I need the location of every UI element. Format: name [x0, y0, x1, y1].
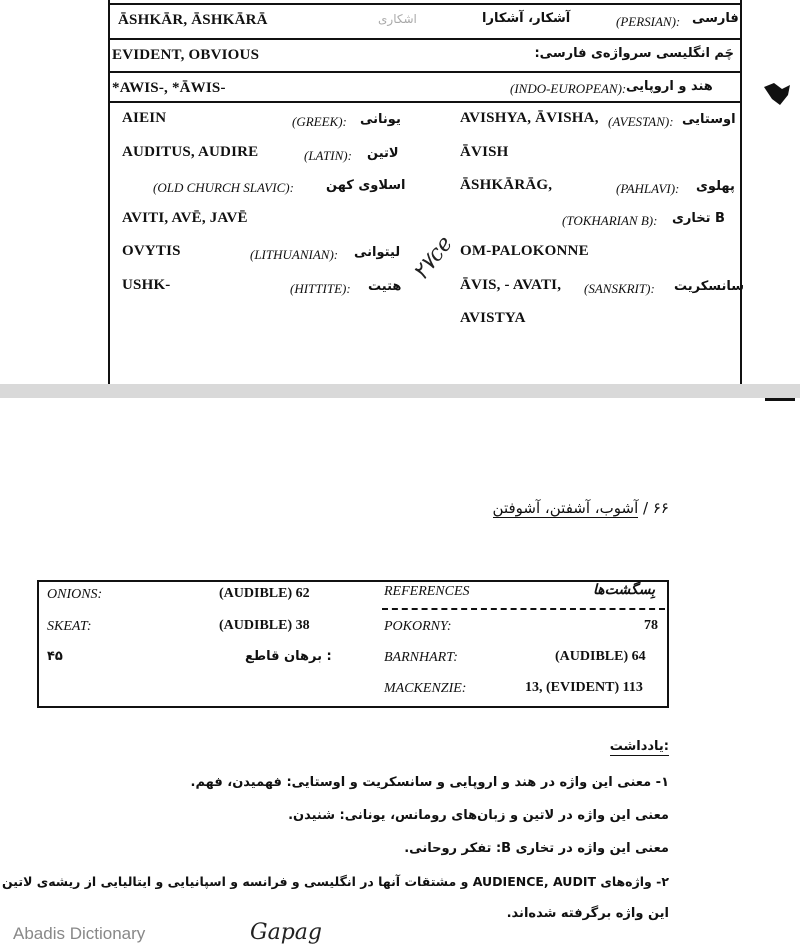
note-line-2: معنی این واژه در لاتین و زبان‌های رومانس، یونانی: شنیدن.: [288, 808, 669, 823]
pahlavi-word: ĀSHKĀRĀG,: [460, 177, 553, 193]
entry-title: [493, 499, 669, 517]
ref-mackenzie-label: MACKENZIE:: [384, 681, 467, 696]
site-watermark: Abadis Dictionary: [13, 924, 146, 943]
references-heading-persian: بِسگشت‌ها: [593, 582, 656, 598]
persian-lang-tag: (PERSIAN):: [616, 14, 681, 29]
pie-root: *AWIS-, *ĀWIS-: [112, 80, 226, 96]
latin-lang-label: لاتین: [367, 146, 399, 161]
lithuanian-lang-label: لیتوانی: [354, 245, 401, 260]
notes-heading: یادداشت:: [609, 739, 669, 754]
ref-borhan-value: ۴۵: [47, 649, 63, 664]
lithuanian-lang-tag: (LITHUANIAN):: [250, 247, 339, 262]
ref-borhan-label: برهان قاطع :: [245, 649, 332, 664]
greek-word: AIEIN: [122, 110, 167, 126]
tokharian-word: OM-PALOKONNE: [460, 243, 589, 259]
persian-lang-label: فارسی: [692, 11, 739, 26]
headword-english: ĀSHKĀR, ĀSHKĀRĀ: [118, 12, 268, 28]
greek-lang-label: یونانی: [360, 112, 401, 127]
ref-pokorny-value: 78: [644, 618, 658, 633]
page-separator: [0, 384, 800, 398]
dictionary-page-bottom: [0, 398, 800, 952]
dictionary-page-top: [0, 0, 800, 384]
watermark-text: اشکاری: [378, 12, 417, 26]
slavic-lang-tag: (OLD CHURCH SLAVIC):: [153, 180, 294, 195]
ref-skeat-label: SKEAT:: [47, 619, 92, 634]
handwritten-note: Gapag: [250, 920, 322, 945]
slavic-lang-label: اسلاوی کهن: [326, 178, 406, 193]
latin-lang-tag: (LATIN):: [304, 148, 352, 163]
sanskrit-lang-tag: (SANSKRIT):: [584, 281, 655, 296]
avestan-lang-tag: (AVESTAN):: [608, 114, 674, 129]
latin-word: AUDITUS, AUDIRE: [122, 144, 259, 160]
references-divider: [382, 608, 665, 610]
page-corner-mark: [765, 398, 795, 401]
entry-title-text: آشوب، آشفتن، آشوفتن: [492, 499, 639, 517]
entry-number: ۶۶: [652, 499, 669, 517]
greek-lang-tag: (GREEK):: [292, 114, 347, 129]
ref-barnhart-label: BARNHART:: [384, 650, 458, 665]
sanskrit-word-2: AVISTYA: [460, 310, 526, 326]
entry-title-separator: /: [643, 499, 649, 517]
header-row-persian: [110, 5, 740, 37]
sanskrit-lang-label: سانسکریت: [674, 279, 745, 294]
lithuanian-word: OVYTIS: [122, 243, 181, 259]
header-row-english-meaning: [110, 38, 740, 72]
ref-skeat-value: (AUDIBLE) 38: [219, 618, 310, 633]
avestan-word-2: ĀVISH: [460, 144, 509, 160]
ref-barnhart-value: (AUDIBLE) 64: [555, 649, 646, 664]
tokharian-lang-label: تخاری B: [672, 211, 725, 226]
ref-pokorny-label: POKORNY:: [384, 619, 452, 634]
avestan-lang-label: اوستایی: [682, 112, 736, 127]
ink-blot-icon: [760, 75, 796, 111]
english-meaning-label: چَم انگلیسی سرواژه‌ی فارسی:: [534, 46, 734, 61]
hittite-word: USHK-: [122, 277, 171, 293]
pie-lang-tag: (INDO-EUROPEAN):: [510, 81, 627, 96]
handwritten-mark: ۲۷ce: [408, 231, 458, 286]
note-line-1: ۱- معنی این واژه در هند و اروپایی و سانسکریت و اوستایی: فهمیدن، فهم.: [190, 775, 669, 790]
ref-onions-label: ONIONS:: [47, 587, 103, 602]
headword-persian: آشکار، آشکارا: [482, 11, 571, 26]
note-line-3: معنی این واژه در تخاری B: تفکر روحانی.: [404, 841, 669, 856]
references-box: [37, 580, 669, 708]
ref-mackenzie-value: 13, (EVIDENT) 113: [525, 680, 643, 695]
hittite-lang-tag: (HITTITE):: [290, 281, 351, 296]
hittite-lang-label: هتیت: [368, 279, 402, 294]
avestan-word: AVISHYA, ĀVISHA,: [460, 110, 599, 126]
header-row-indo-european: [110, 71, 740, 105]
slavic-word: AVITI, AVĒ, JAVĒ: [122, 210, 248, 226]
tokharian-lang-tag: (TOKHARIAN B):: [562, 213, 658, 228]
pie-lang-label: هند و اروپایی: [626, 79, 713, 94]
note-line-5: این واژه برگرفته شده‌اند.: [506, 906, 669, 921]
ref-onions-value: (AUDIBLE) 62: [219, 586, 310, 601]
entry-header-box: [108, 3, 742, 103]
pahlavi-lang-tag: (PAHLAVI):: [616, 181, 680, 196]
references-heading: REFERENCES: [384, 584, 470, 599]
note-line-4: ۲- واژه‌های AUDIENCE, AUDIT و مشتقات آنها در انگلیسی و فرانسه و اسپانیایی و ایتالیایی از ریشه‌ی لاتین: [2, 874, 669, 889]
sanskrit-word: ĀVIS, - AVATI,: [460, 277, 562, 293]
pahlavi-lang-label: پهلوی: [696, 179, 735, 194]
english-meaning: EVIDENT, OBVIOUS: [112, 47, 260, 63]
